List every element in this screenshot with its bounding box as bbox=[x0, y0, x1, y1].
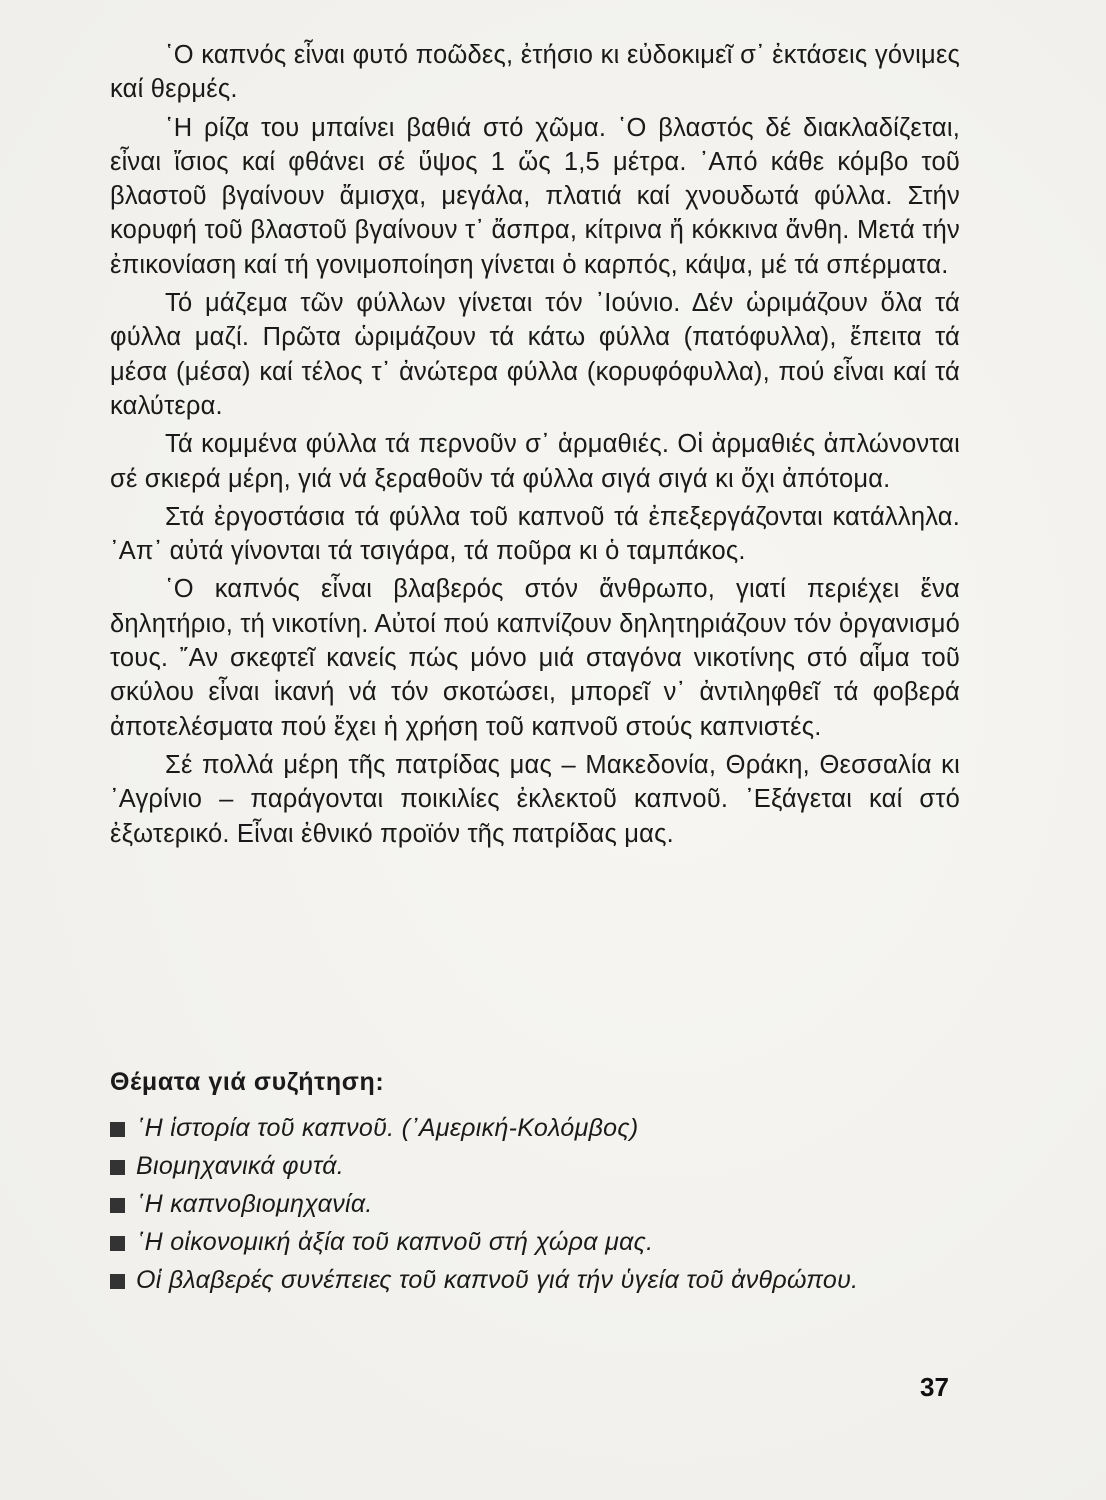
paragraph: Τό μάζεμα τῶν φύλλων γίνεται τόν ᾿Ιούνιο. Δέν ὡριμάζουν ὅλα τά φύλλα μαζί. Πρῶτα ὡριμάζουν τά κάτω φύλλα (πατόφυλλα), ἔπειτα τά μέσα (μέσα) καί τέλος τ᾽ ἀνώτερα φύλλα (κορυφόφυλλα), πού εἶναι καί τά καλύτερα. bbox=[110, 289, 960, 420]
square-bullet-icon bbox=[110, 1274, 125, 1289]
square-bullet-icon bbox=[110, 1198, 125, 1213]
page-number: 37 bbox=[920, 1372, 949, 1402]
topic-text: ῾Η οἰκονομική ἀξία τοῦ καπνοῦ στή χώρα μας. bbox=[136, 1228, 654, 1256]
topics-heading: Θέματα γιά συζήτηση: bbox=[110, 1068, 385, 1096]
list-item bbox=[110, 1113, 960, 1143]
square-bullet-icon bbox=[110, 1122, 125, 1137]
list-item bbox=[110, 1189, 960, 1219]
paragraph: Τά κομμένα φύλλα τά περνοῦν σ᾽ ἁρμαθιές. Οἱ ἁρμαθιές ἁπλώνονται σέ σκιερά μέρη, γιά νά ξεραθοῦν τά φύλλα σιγά σιγά κι ὄχι ἀπότομα. bbox=[110, 430, 960, 493]
square-bullet-icon bbox=[110, 1160, 125, 1175]
square-bullet-icon bbox=[110, 1236, 125, 1251]
topic-text: ῾Η ἱστορία τοῦ καπνοῦ. (᾿Αμερική-Κολόμβος) bbox=[136, 1114, 639, 1142]
main-text bbox=[110, 38, 960, 855]
list-item bbox=[110, 1227, 960, 1257]
paragraph: Στά ἐργοστάσια τά φύλλα τοῦ καπνοῦ τά ἐπεξεργάζονται κατάλληλα. ᾿Απ᾽ αὐτά γίνονται τά τσιγάρα, τά ποῦρα κι ὁ ταμπάκος. bbox=[110, 502, 960, 566]
paragraph: ῾Ο καπνός εἶναι φυτό ποῶδες, ἐτήσιο κι εὐδοκιμεῖ σ᾽ ἐκτάσεις γόνιμες καί θερμές. bbox=[110, 41, 960, 104]
paragraph: Σέ πολλά μέρη τῆς πατρίδας μας – Μακεδονία, Θράκη, Θεσσαλία κι ᾿Αγρίνιο – παράγονται ποικιλίες ἐκλεκτοῦ καπνοῦ. ᾿Εξάγεται καί στό ἐξωτερικό. Εἶναι ἐθνικό προϊόν τῆς πατρίδας μας. bbox=[110, 750, 960, 848]
list-item bbox=[110, 1265, 960, 1295]
paragraph: ῾Η ρίζα του μπαίνει βαθιά στό χῶμα. ῾Ο βλαστός δέ διακλαδίζεται, εἶναι ἴσιος καί φθάνει σέ ὕψος 1 ὥς 1,5 μέτρα. ᾿Από κάθε κόμβο τοῦ βλαστοῦ βγαίνουν ἄμισχα, μεγάλα, πλατιά καί χνουδωτά φύλλα. Στήν κορυφή τοῦ βλαστοῦ βγαίνουν τ᾽ ἄσπρα, κίτρινα ἤ κόκκινα ἄνθη. Μετά τήν ἐπικονίαση καί τή γονιμοποίηση γίνεται ὁ καρπός, κάψα, μέ τά σπέρματα. bbox=[110, 113, 960, 279]
discussion-topics bbox=[110, 1068, 960, 1303]
topic-text: ῾Η καπνοβιομηχανία. bbox=[136, 1190, 373, 1218]
topic-text: Βιομηχανικά φυτά. bbox=[136, 1152, 344, 1180]
topic-text: Οἱ βλαβερές συνέπειες τοῦ καπνοῦ γιά τήν ὑγεία τοῦ ἀνθρώπου. bbox=[136, 1266, 859, 1294]
topic-list bbox=[110, 1113, 960, 1295]
list-item bbox=[110, 1151, 960, 1181]
paragraph: ῾Ο καπνός εἶναι βλαβερός στόν ἄνθρωπο, γιατί περιέχει ἕνα δηλητήριο, τή νικοτίνη. Αὐτοί πού καπνίζουν δηλητηριάζουν τόν ὀργανισμό τους. ῎Αν σκεφτεῖ κανείς πώς μόνο μιά σταγόνα νικοτίνης στό αἷμα τοῦ σκύλου εἶναι ἱκανή νά τόν σκοτώσει, μπορεῖ ν᾽ ἀντιληφθεῖ τά φοβερά ἀποτελέσματα πού ἔχει ἡ χρήση τοῦ καπνοῦ στούς καπνιστές. bbox=[110, 575, 960, 741]
